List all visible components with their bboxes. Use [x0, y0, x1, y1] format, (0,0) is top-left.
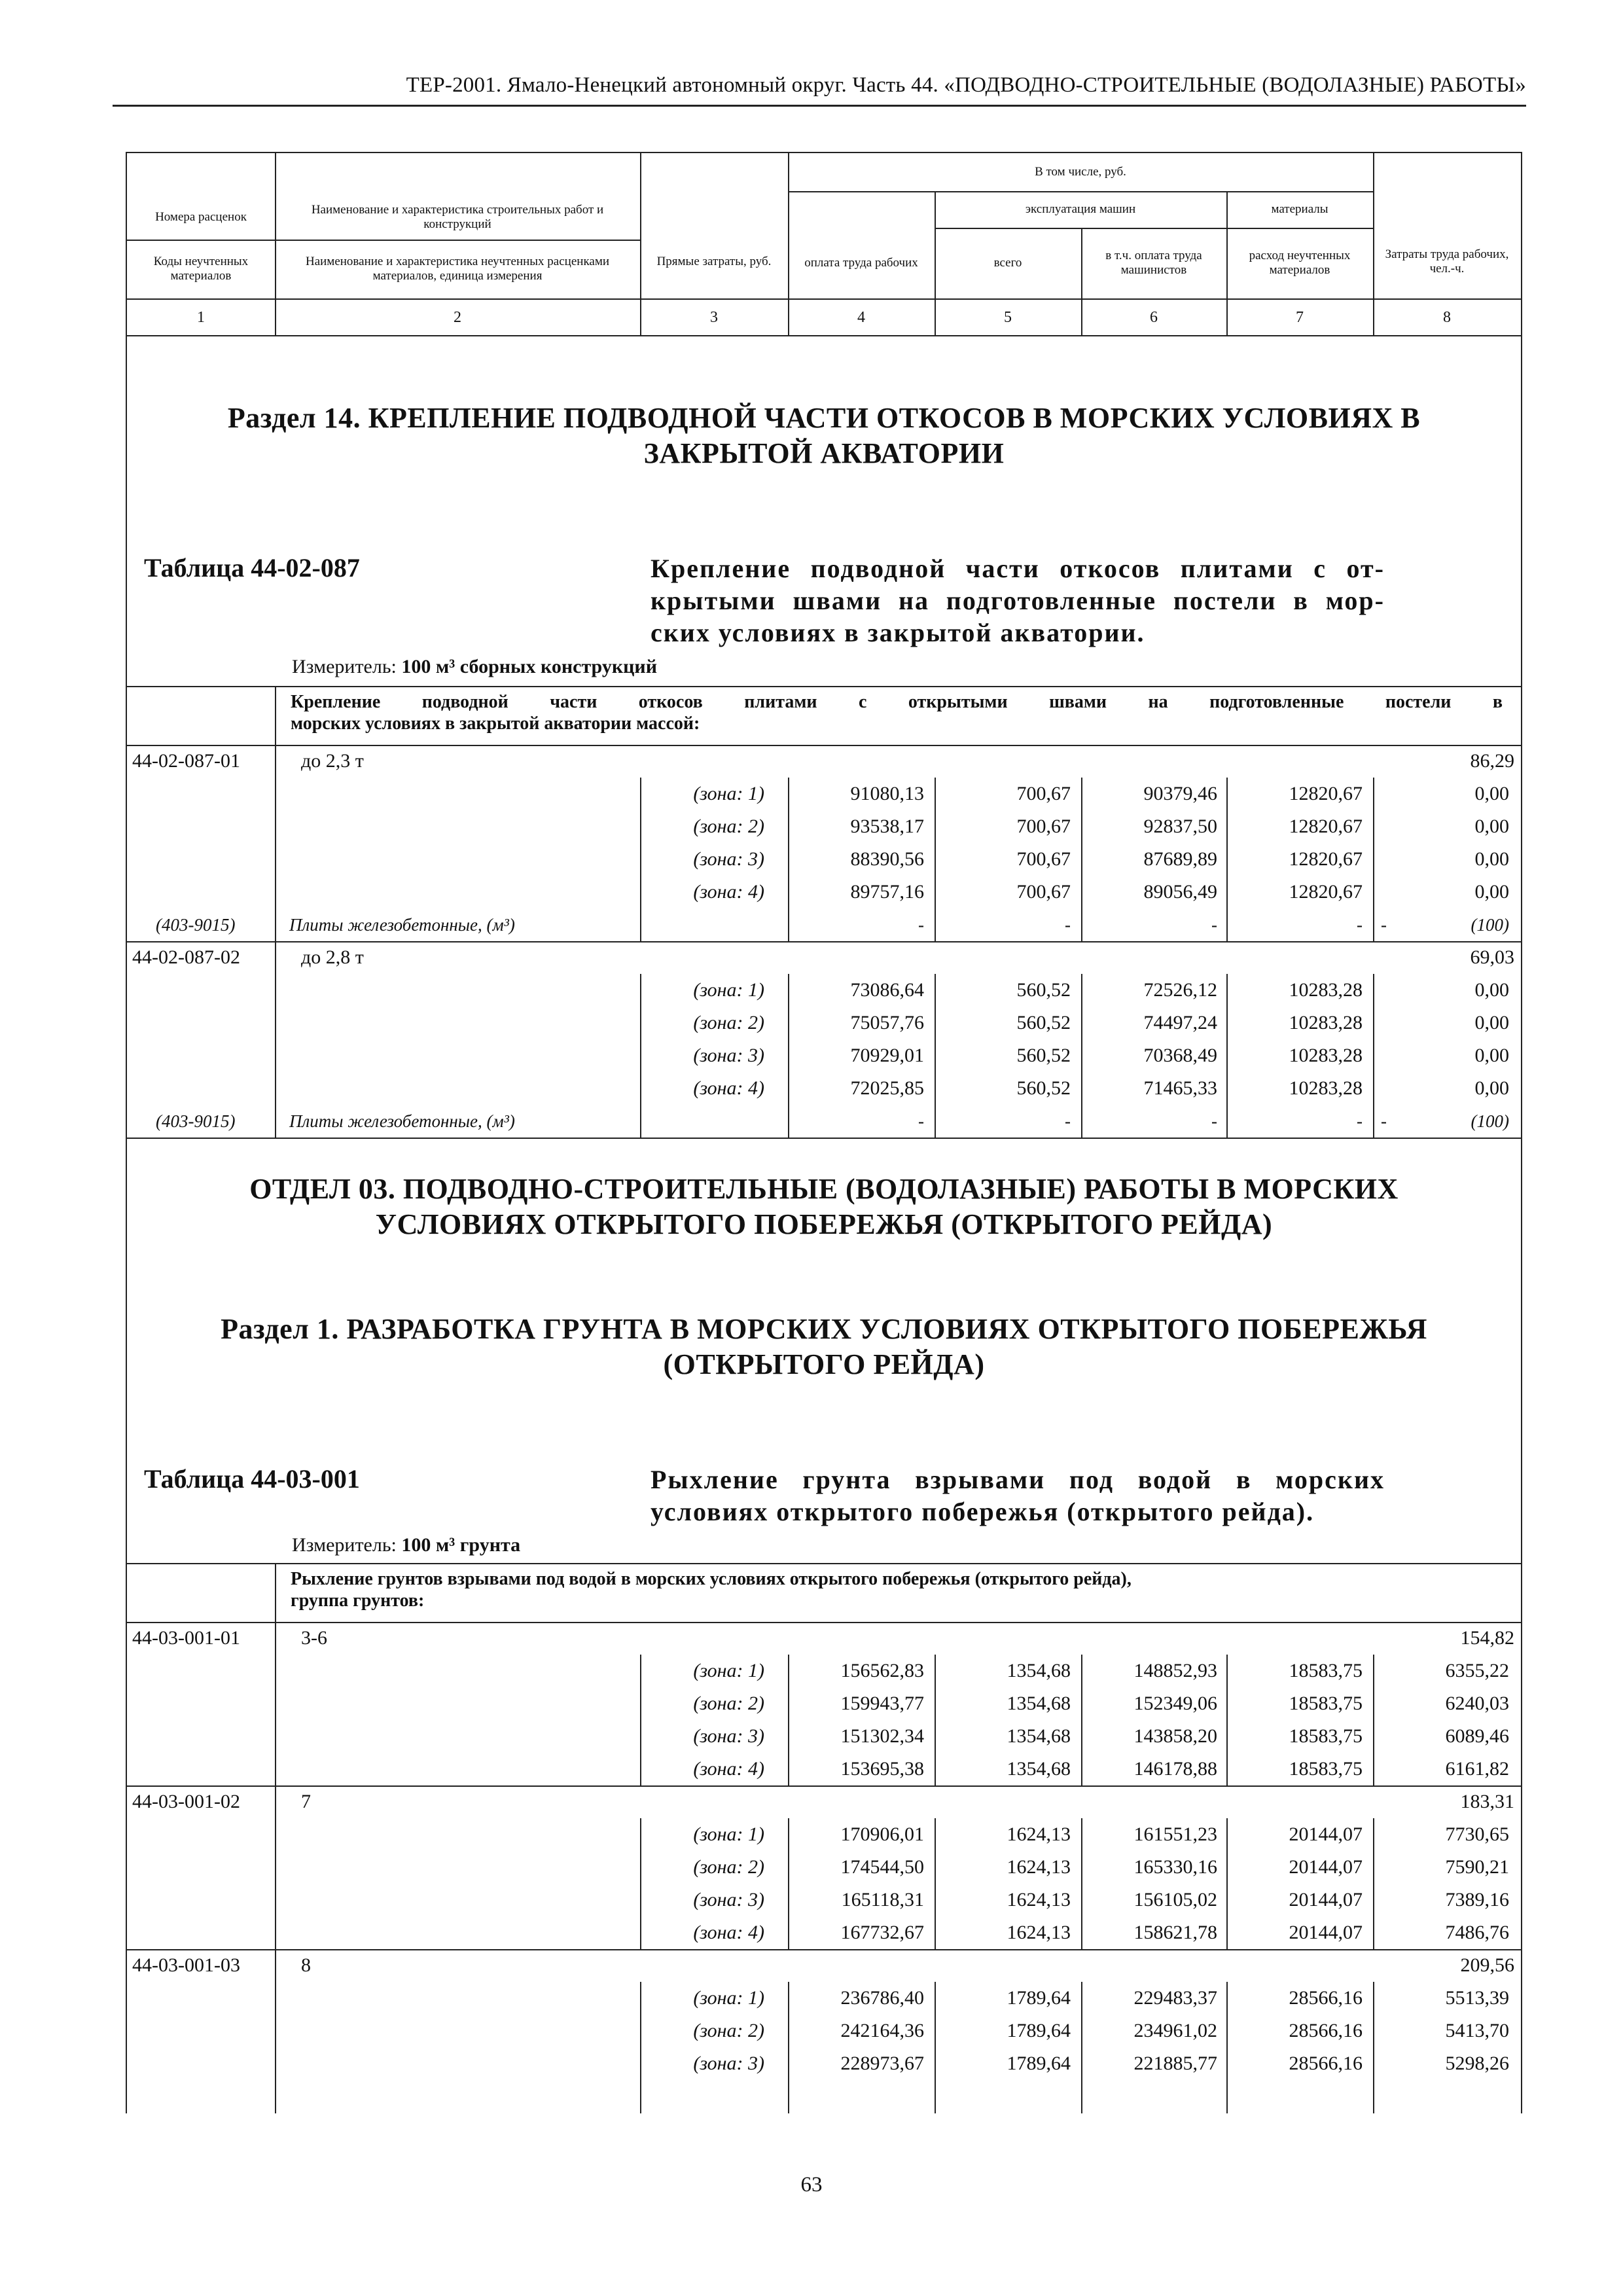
worker-wages: 560,52 [1016, 1012, 1071, 1033]
col6-header: в т.ч. оплата труда машинистов [1105, 249, 1202, 277]
machinist-wages: 28566,16 [1289, 1987, 1363, 2009]
col4-header: оплата труда рабочих [804, 256, 918, 270]
column-number: 2 [454, 309, 461, 326]
zone-row [127, 1818, 1521, 1851]
zone-label: (зона: 3) [693, 848, 764, 870]
machine-total: 229483,37 [1133, 1987, 1217, 2009]
machine-total: 71465,33 [1143, 1077, 1217, 1099]
machinist-wages: - [1357, 1111, 1363, 1131]
direct-costs: 91080,13 [850, 783, 924, 804]
zone-label: (зона: 1) [693, 1660, 764, 1681]
zone-label: (зона: 2) [693, 2020, 764, 2041]
material-code: (403-9015) [156, 1111, 236, 1131]
section-title: (ОТКРЫТОГО РЕЙДА) [663, 1348, 985, 1380]
worker-wages: 700,67 [1016, 848, 1071, 870]
group-machines-header: эксплуатация машин [1025, 202, 1136, 217]
rate-row [127, 1949, 1521, 1982]
rate-code: 44-02-087-01 [132, 750, 240, 772]
rate-name: до 2,3 т [301, 750, 364, 772]
meter-prefix: Измеритель: [292, 656, 402, 677]
rate-row [127, 1622, 1521, 1655]
zone-row [127, 1916, 1521, 1949]
direct-costs: 89757,16 [850, 881, 924, 903]
machinist-wages: 18583,75 [1289, 1725, 1363, 1747]
direct-costs: 170906,01 [840, 1823, 924, 1845]
materials-cost: 0,00 [1474, 1012, 1509, 1033]
machine-total: 152349,06 [1133, 1693, 1217, 1714]
rate-code: 44-03-001-02 [132, 1791, 240, 1812]
zone-row [127, 778, 1521, 810]
table-description-line: крытыми швами на подготовленные постели в мор- [651, 586, 1385, 615]
zone-label: (зона: 2) [693, 816, 764, 837]
machine-total: 90379,46 [1143, 783, 1217, 804]
labor-cost: 154,82 [1460, 1627, 1514, 1649]
group-description [291, 1568, 1503, 1611]
machinist-wages: 10283,28 [1289, 1045, 1363, 1066]
zone-row [127, 1884, 1521, 1916]
zone-row [127, 974, 1521, 1007]
running-header: ТЕР-2001. Ямало-Ненецкий автономный округ. Часть 44. «ПОДВОДНО-СТРОИТЕЛЬНЫЕ (ВОДОЛАЗНЫЕ) РАБОТЫ» [406, 73, 1526, 97]
col7-header: расход неучтенных материалов [1249, 249, 1351, 277]
meter [292, 656, 657, 678]
table-description-line: Рыхление грунта взрывами под водой в морских [651, 1465, 1385, 1494]
table-description [651, 552, 1385, 649]
column-number: 7 [1296, 309, 1304, 326]
worker-wages: 1624,13 [1007, 1922, 1071, 1943]
direct-costs: 93538,17 [850, 816, 924, 837]
materials-cost: 0,00 [1474, 1077, 1509, 1099]
zone-label: (зона: 3) [693, 1889, 764, 1910]
zone-label: (зона: 4) [693, 1077, 764, 1099]
material-code: (403-9015) [156, 915, 236, 935]
header-rule [113, 105, 1526, 107]
column-number: 5 [1004, 309, 1012, 326]
direct-costs: 228973,67 [840, 2053, 924, 2074]
table-description-line: ских условиях в закрытой акватории. [651, 618, 1145, 647]
zone-label: (зона: 3) [693, 1725, 764, 1747]
machine-total: 70368,49 [1143, 1045, 1217, 1066]
zone-label: (зона: 3) [693, 1045, 764, 1066]
machine-total: - [1211, 915, 1217, 935]
table-description [651, 1463, 1385, 1528]
section-title: ЗАКРЫТОЙ АКВАТОРИИ [643, 437, 1005, 469]
materials-cost: 7730,65 [1445, 1823, 1509, 1845]
rate-name: 8 [301, 1954, 311, 1976]
department-title: ОТДЕЛ 03. ПОДВОДНО-СТРОИТЕЛЬНЫЕ (ВОДОЛАЗНЫЕ) РАБОТЫ В МОРСКИХ [249, 1173, 1399, 1205]
materials-cost: 6355,22 [1445, 1660, 1509, 1681]
zone-label: (зона: 1) [693, 1987, 764, 2009]
direct-costs: 159943,77 [840, 1693, 924, 1714]
rate-name: 7 [301, 1791, 311, 1812]
worker-wages: 1354,68 [1007, 1693, 1071, 1714]
labor-cost: 69,03 [1470, 946, 1514, 968]
section-title: Раздел 1. РАЗРАБОТКА ГРУНТА В МОРСКИХ УСЛОВИЯХ ОТКРЫТОГО ПОБЕРЕЖЬЯ [221, 1313, 1427, 1345]
direct-costs: 236786,40 [840, 1987, 924, 2009]
machine-total: 74497,24 [1143, 1012, 1217, 1033]
materials-cost: 0,00 [1474, 783, 1509, 804]
zone-row [127, 876, 1521, 908]
zone-row [127, 2047, 1521, 2080]
worker-wages: 560,52 [1016, 979, 1071, 1001]
labor-cost: 86,29 [1470, 750, 1514, 772]
table-description-line: условиях открытого побережья (открытого рейда). [651, 1497, 1315, 1526]
materials-cost: 6240,03 [1445, 1693, 1509, 1714]
machine-total: 221885,77 [1133, 2053, 1217, 2074]
machine-total: 165330,16 [1133, 1856, 1217, 1878]
machinist-wages: 10283,28 [1289, 979, 1363, 1001]
machine-total: 87689,89 [1143, 848, 1217, 870]
worker-wages: 700,67 [1016, 783, 1071, 804]
zone-label: (зона: 4) [693, 1922, 764, 1943]
zone-row [127, 1851, 1521, 1884]
machinist-wages: 12820,67 [1289, 881, 1363, 903]
zone-label: (зона: 2) [693, 1856, 764, 1878]
group-description [291, 691, 1503, 734]
machinist-wages: 18583,75 [1289, 1693, 1363, 1714]
zone-row [127, 843, 1521, 876]
material-row [127, 908, 1521, 941]
rate-row [127, 745, 1521, 778]
meter-value: 100 м³ сборных конструкций [401, 656, 657, 677]
zone-label: (зона: 4) [693, 1758, 764, 1780]
zone-row [127, 1753, 1521, 1785]
materials-cost: 7389,16 [1445, 1889, 1509, 1910]
column-number: 4 [857, 309, 865, 326]
group-materials-header: материалы [1271, 202, 1329, 217]
table-header [127, 153, 1521, 300]
rate-code: 44-03-001-03 [132, 1954, 240, 1976]
zone-label: (зона: 4) [693, 881, 764, 903]
material-name: Плиты железобетонные, (м³) [289, 1111, 515, 1131]
rate-row [127, 941, 1521, 974]
meter-prefix: Измеритель: [292, 1534, 402, 1556]
zone-row [127, 1982, 1521, 2015]
direct-costs: 167732,67 [840, 1922, 924, 1943]
group-description-line: морских условиях в закрытой акватории массой: [291, 713, 700, 734]
machine-total: 146178,88 [1133, 1758, 1217, 1780]
col5-header: всего [993, 256, 1022, 270]
group-description-line: группа грунтов: [291, 1590, 425, 1611]
machine-total: 143858,20 [1133, 1725, 1217, 1747]
direct-costs: 153695,38 [840, 1758, 924, 1780]
worker-wages: 1624,13 [1007, 1823, 1071, 1845]
materials-cost: 5513,39 [1445, 1987, 1509, 2009]
direct-costs: 151302,34 [840, 1725, 924, 1747]
zone-row [127, 1687, 1521, 1720]
materials-cost: 5413,70 [1445, 2020, 1509, 2041]
direct-costs: 156562,83 [840, 1660, 924, 1681]
materials-cost: 7590,21 [1445, 1856, 1509, 1878]
machinist-wages: 10283,28 [1289, 1012, 1363, 1033]
zone-label: (зона: 1) [693, 1823, 764, 1845]
machine-total: 156105,02 [1133, 1889, 1217, 1910]
direct-costs: - [918, 915, 924, 935]
zone-row [127, 810, 1521, 843]
machinist-wages: 12820,67 [1289, 816, 1363, 837]
machinist-wages: 12820,67 [1289, 848, 1363, 870]
table-label: Таблица 44-03-001 [144, 1464, 360, 1494]
direct-costs: 88390,56 [850, 848, 924, 870]
direct-costs: 73086,64 [850, 979, 924, 1001]
material-row [127, 1105, 1521, 1138]
machinist-wages: 10283,28 [1289, 1077, 1363, 1099]
labor-cost: - [1381, 915, 1387, 935]
col2-bottom-header: Наименование и характеристика неучтенных расценками материалов, единица измерения [305, 255, 610, 283]
department-title: УСЛОВИЯХ ОТКРЫТОГО ПОБЕРЕЖЬЯ (ОТКРЫТОГО РЕЙДА) [375, 1208, 1273, 1240]
section-title: Раздел 14. КРЕПЛЕНИЕ ПОДВОДНОЙ ЧАСТИ ОТКОСОВ В МОРСКИХ УСЛОВИЯХ В [227, 402, 1421, 434]
group-including-header: В том числе, руб. [1035, 165, 1126, 179]
zone-label: (зона: 1) [693, 979, 764, 1001]
labor-cost: - [1381, 1111, 1387, 1131]
material-name: Плиты железобетонные, (м³) [289, 915, 515, 935]
materials-cost: 0,00 [1474, 979, 1509, 1001]
materials-cost: 0,00 [1474, 1045, 1509, 1066]
worker-wages: 1624,13 [1007, 1889, 1071, 1910]
direct-costs: 70929,01 [850, 1045, 924, 1066]
machinist-wages: 28566,16 [1289, 2053, 1363, 2074]
column-number: 6 [1150, 309, 1158, 326]
rates-table [126, 152, 1522, 2113]
machinist-wages: 20144,07 [1289, 1823, 1363, 1845]
labor-cost: 209,56 [1460, 1954, 1514, 1976]
zone-label: (зона: 3) [693, 2053, 764, 2074]
rate-name: 3-6 [301, 1627, 327, 1649]
direct-costs: 165118,31 [841, 1889, 924, 1910]
machine-total: 234961,02 [1133, 2020, 1217, 2041]
column-number: 8 [1443, 309, 1451, 326]
group-description-line: Рыхление грунтов взрывами под водой в морских условиях открытого побережья (открытого рейда), [291, 1569, 1132, 1589]
zone-row [127, 1039, 1521, 1072]
column-numbers-row [127, 300, 1521, 336]
zone-row [127, 1655, 1521, 1687]
machine-total: 72526,12 [1143, 979, 1217, 1001]
worker-wages: - [1065, 1111, 1071, 1131]
machine-total: 148852,93 [1133, 1660, 1217, 1681]
material-consumption: (100) [1471, 915, 1509, 935]
worker-wages: 1624,13 [1007, 1856, 1071, 1878]
worker-wages: 1354,68 [1007, 1758, 1071, 1780]
zone-label: (зона: 1) [693, 783, 764, 804]
meter [292, 1534, 520, 1556]
direct-costs: 242164,36 [840, 2020, 924, 2041]
machinist-wages: - [1357, 915, 1363, 935]
rate-code: 44-03-001-01 [132, 1627, 240, 1649]
table-label: Таблица 44-02-087 [144, 553, 360, 583]
table-body [127, 336, 1521, 2113]
worker-wages: 560,52 [1016, 1045, 1071, 1066]
col3-header: Прямые затраты, руб. [656, 255, 772, 269]
materials-cost: 0,00 [1474, 848, 1509, 870]
column-number: 1 [197, 309, 205, 326]
col1-top-header: Номера расценок [155, 210, 247, 224]
materials-cost: 6089,46 [1445, 1725, 1509, 1747]
direct-costs: 75057,76 [850, 1012, 924, 1033]
group-description-line: Крепление подводной части откосов плитами с открытыми швами на подготовленные постели в [291, 692, 1503, 712]
direct-costs: - [918, 1111, 924, 1131]
zone-label: (зона: 2) [693, 1012, 764, 1033]
zone-row [127, 1072, 1521, 1105]
machine-total: 89056,49 [1143, 881, 1217, 903]
page-number: 63 [800, 2173, 823, 2197]
worker-wages: 1789,64 [1007, 2053, 1071, 2074]
table-description-line: Крепление подводной части откосов плитами с от- [651, 554, 1385, 583]
machine-total: 158621,78 [1133, 1922, 1217, 1943]
zone-label: (зона: 2) [693, 1693, 764, 1714]
worker-wages: 1354,68 [1007, 1660, 1071, 1681]
materials-cost: 7486,76 [1445, 1922, 1509, 1943]
zone-row [127, 1720, 1521, 1753]
col2-top-header: Наименование и характеристика строительных работ и конструкций [311, 203, 604, 231]
labor-cost: 183,31 [1460, 1791, 1514, 1812]
machinist-wages: 28566,16 [1289, 2020, 1363, 2041]
worker-wages: - [1065, 915, 1071, 935]
rate-row [127, 1785, 1521, 1818]
machine-total: - [1211, 1111, 1217, 1131]
machinist-wages: 20144,07 [1289, 1856, 1363, 1878]
direct-costs: 72025,85 [850, 1077, 924, 1099]
worker-wages: 1789,64 [1007, 1987, 1071, 2009]
rate-name: до 2,8 т [301, 946, 364, 968]
zone-row [127, 1007, 1521, 1039]
rate-code: 44-02-087-02 [132, 946, 240, 968]
machinist-wages: 20144,07 [1289, 1922, 1363, 1943]
materials-cost: 0,00 [1474, 881, 1509, 903]
worker-wages: 700,67 [1016, 881, 1071, 903]
machine-total: 92837,50 [1143, 816, 1217, 837]
worker-wages: 1789,64 [1007, 2020, 1071, 2041]
machinist-wages: 12820,67 [1289, 783, 1363, 804]
worker-wages: 700,67 [1016, 816, 1071, 837]
zone-row [127, 2015, 1521, 2047]
materials-cost: 0,00 [1474, 816, 1509, 837]
materials-cost: 5298,26 [1445, 2053, 1509, 2074]
worker-wages: 1354,68 [1007, 1725, 1071, 1747]
materials-cost: 6161,82 [1445, 1758, 1509, 1780]
col8-header: Затраты труда рабочих, чел.-ч. [1385, 247, 1509, 276]
direct-costs: 174544,50 [840, 1856, 924, 1878]
material-consumption: (100) [1471, 1111, 1509, 1131]
meter-value: 100 м³ грунта [401, 1534, 521, 1556]
worker-wages: 560,52 [1016, 1077, 1071, 1099]
machine-total: 161551,23 [1133, 1823, 1217, 1845]
column-number: 3 [710, 309, 718, 326]
machinist-wages: 18583,75 [1289, 1660, 1363, 1681]
machinist-wages: 20144,07 [1289, 1889, 1363, 1910]
machinist-wages: 18583,75 [1289, 1758, 1363, 1780]
col1-bottom-header: Коды неучтенных материалов [153, 255, 249, 283]
